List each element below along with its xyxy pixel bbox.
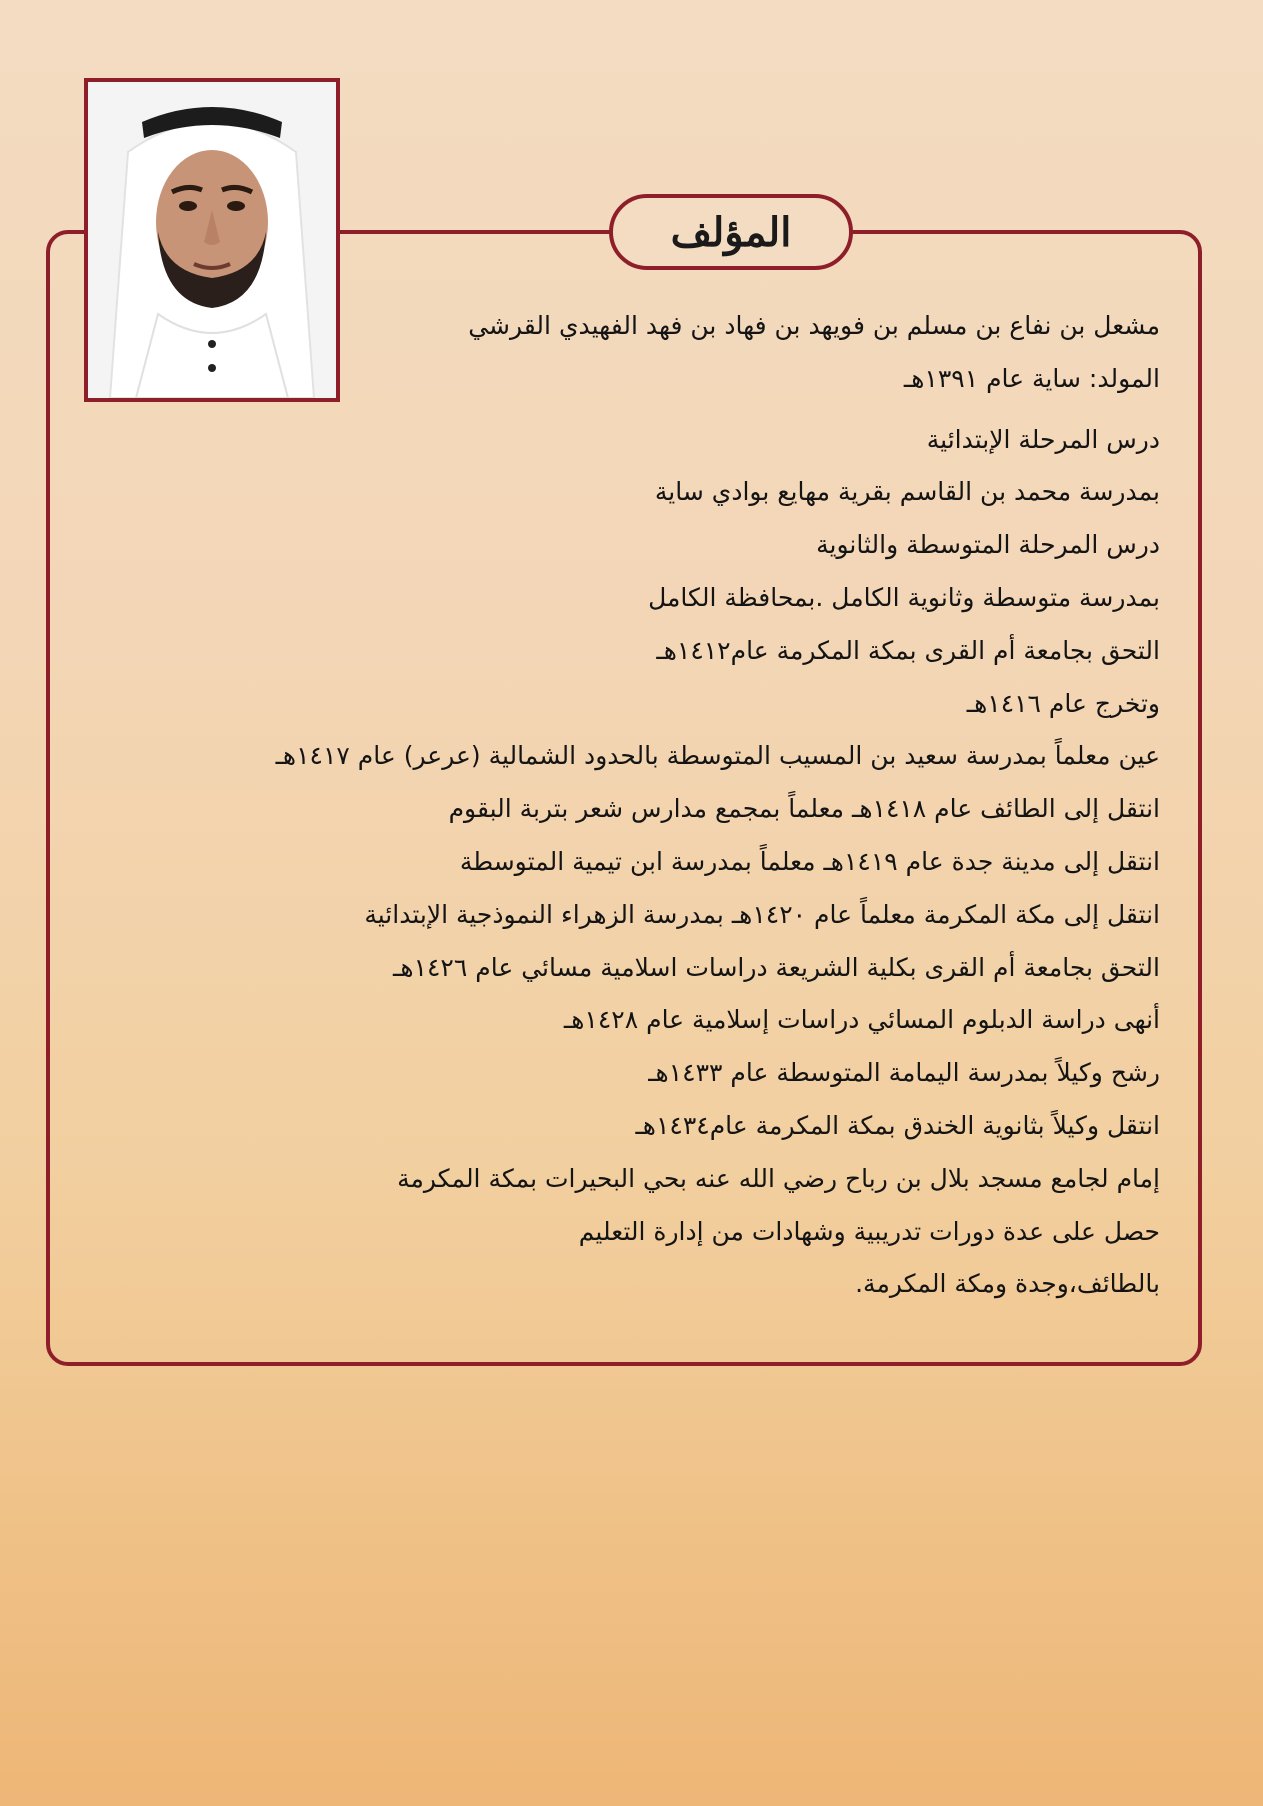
page-title: المؤلف: [670, 208, 792, 256]
bio-line: وتخرج عام ١٤١٦هـ: [966, 688, 1160, 718]
bio-line: انتقل إلى مكة المكرمة معلماً عام ١٤٢٠هـ بمدرسة الزهراء النموذجية الإبتدائية: [364, 899, 1160, 929]
bio-line: إمام لجامع مسجد بلال بن رباح رضي الله عنه بحي البحيرات بمكة المكرمة: [397, 1163, 1160, 1193]
title-badge: [609, 194, 853, 270]
bio-line: رشح وكيلاً بمدرسة اليمامة المتوسطة عام ١٤٣٣هـ: [648, 1058, 1160, 1088]
bio-line-birth: المولد: ساية عام ١٣٩١هـ: [903, 363, 1160, 393]
bio-line: انتقل وكيلاً بثانوية الخندق بمكة المكرمة عام١٤٣٤هـ: [635, 1110, 1160, 1140]
bio-line: التحق بجامعة أم القرى بكلية الشريعة دراسات اسلامية مسائي عام ١٤٢٦هـ: [393, 952, 1160, 982]
bio-line: بمدرسة متوسطة وثانوية الكامل .بمحافظة الكامل: [648, 582, 1160, 612]
bio-line: انتقل إلى مدينة جدة عام ١٤١٩هـ معلماً بمدرسة ابن تيمية المتوسطة: [459, 846, 1160, 876]
bio-line-name: مشعل بن نفاع بن مسلم بن فويهد بن فهاد بن فهد الفهيدي القرشي: [468, 311, 1160, 340]
biography-text: [90, 300, 1160, 1311]
bio-line: حصل على عدة دورات تدريبية وشهادات من إدارة التعليم: [578, 1216, 1160, 1246]
bio-line: التحق بجامعة أم القرى بمكة المكرمة عام١٤١٢هـ: [656, 635, 1160, 665]
bio-line: بالطائف،وجدة ومكة المكرمة.: [855, 1269, 1160, 1299]
bio-line: انتقل إلى الطائف عام ١٤١٨هـ معلماً بمجمع مدارس شعر بتربة البقوم: [448, 794, 1160, 824]
bio-line: بمدرسة محمد بن القاسم بقرية مهايع بوادي ساية: [654, 477, 1160, 507]
bio-line: درس المرحلة الإبتدائية: [926, 424, 1160, 454]
bio-line: درس المرحلة المتوسطة والثانوية: [816, 530, 1160, 560]
bio-line: عين معلماً بمدرسة سعيد بن المسيب المتوسطة بالحدود الشمالية (عرعر) عام ١٤١٧هـ: [275, 741, 1160, 771]
bio-line: أنهى دراسة الدبلوم المسائي دراسات إسلامية عام ١٤٢٨هـ: [563, 1005, 1160, 1035]
